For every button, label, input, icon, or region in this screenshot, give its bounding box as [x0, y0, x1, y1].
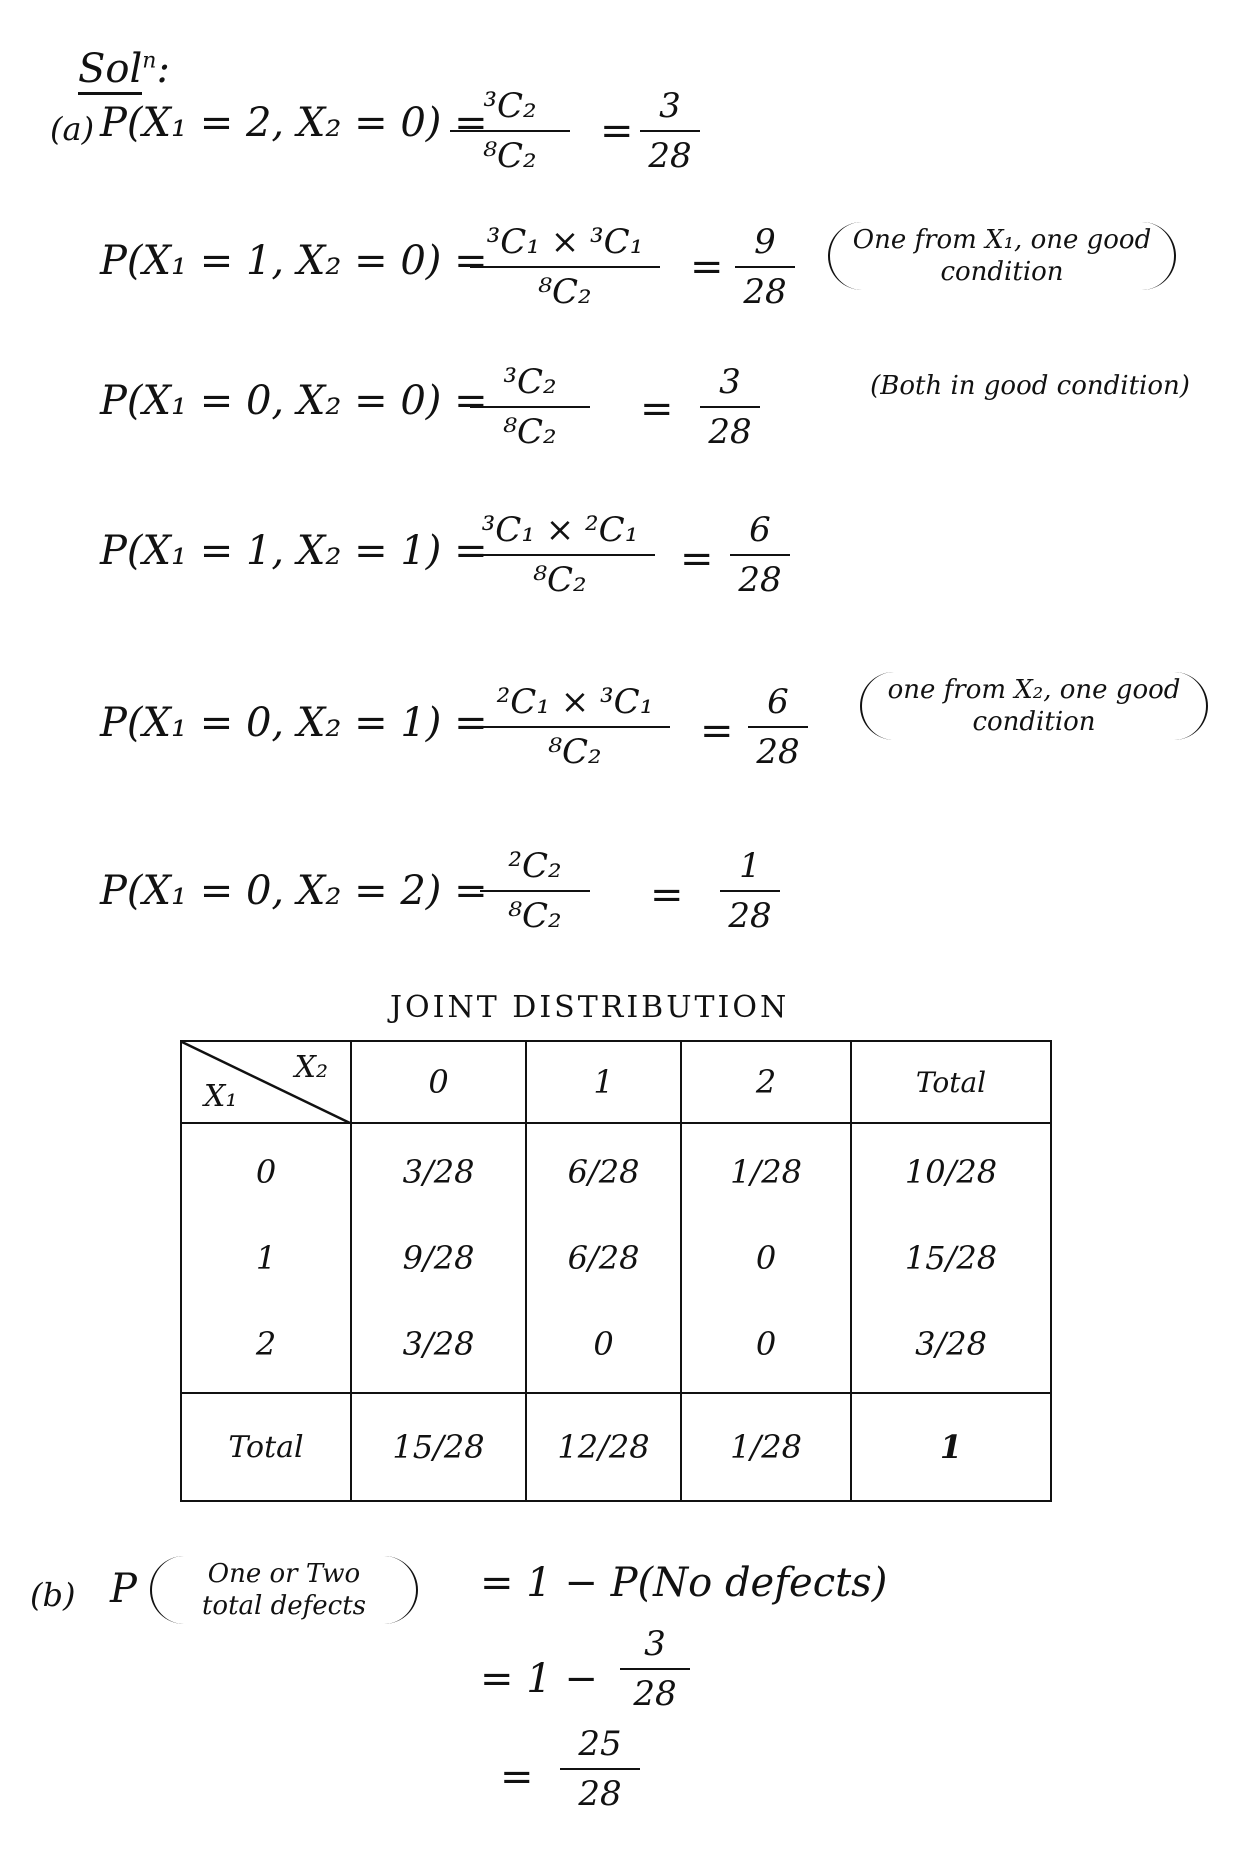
- cell-2-total: 3/28: [915, 1325, 987, 1363]
- eq2-equals: =: [690, 244, 724, 290]
- part-b-line3-den: 28: [578, 1774, 622, 1814]
- cell-0-0: 3/28: [402, 1153, 475, 1191]
- total-cell-0: 15/28: [351, 1393, 526, 1501]
- eq5-equals: =: [700, 708, 734, 754]
- col-header-0: 0: [351, 1041, 526, 1123]
- part-b-line2-num: 3: [644, 1624, 666, 1664]
- eq6-denominator: ⁸C₂: [508, 896, 562, 936]
- total-cell-2: 1/28: [681, 1393, 851, 1501]
- eq3-equals: =: [640, 386, 674, 432]
- col-variable-label: X₂: [294, 1050, 328, 1085]
- eq2-result-num: 9: [754, 222, 776, 262]
- cell-0-2: 1/28: [730, 1153, 802, 1191]
- row-variable-label: X₁: [204, 1079, 238, 1114]
- eq5-result: [748, 682, 808, 772]
- eq4-lhs: P(X₁ = 1, X₂ = 1) =: [100, 528, 488, 574]
- heading-text: Sol: [78, 46, 142, 95]
- eq6-fraction: [480, 846, 590, 936]
- eq3-fraction: [470, 362, 590, 452]
- part-a-label: (a): [50, 110, 95, 148]
- eq5-denominator: ⁸C₂: [548, 732, 602, 772]
- eq3-result: [700, 362, 760, 452]
- part-b-p: P: [110, 1566, 137, 1612]
- solution-heading: [78, 46, 170, 92]
- eq1-result: [640, 86, 700, 176]
- table-total-row: [181, 1393, 1051, 1501]
- part-b-line3-prefix: =: [500, 1754, 534, 1800]
- eq3-lhs: P(X₁ = 0, X₂ = 0) =: [100, 378, 488, 424]
- cell-0-total: 10/28: [904, 1153, 998, 1191]
- eq2-numerator: ³C₁ × ³C₁: [486, 222, 644, 262]
- row-label-0: 0: [255, 1153, 277, 1191]
- table-body-row: [181, 1123, 1051, 1393]
- eq1-equals: =: [600, 108, 634, 154]
- eq4-result: [730, 510, 790, 600]
- heading-superscript: n: [142, 48, 157, 74]
- eq4-denominator: ⁸C₂: [533, 560, 587, 600]
- eq2-result: [735, 222, 795, 312]
- eq5-note: one from X₂, one good condition: [860, 672, 1208, 740]
- eq4-equals: =: [680, 536, 714, 582]
- part-b-line1: = 1 − P(No defects): [480, 1560, 888, 1606]
- col-header-2: 2: [681, 1041, 851, 1123]
- total-row-label: Total: [181, 1393, 351, 1501]
- col-total-cells: [851, 1123, 1051, 1393]
- eq2-fraction: [470, 222, 660, 312]
- part-b-lhs-inner: One or Two total defects: [150, 1556, 418, 1624]
- eq1-result-den: 28: [648, 136, 692, 176]
- eq2-note: One from X₁, one good condition: [828, 222, 1176, 290]
- cell-0-1: 6/28: [567, 1153, 640, 1191]
- col-2-cells: [681, 1123, 851, 1393]
- col-1-cells: [526, 1123, 681, 1393]
- eq1-lhs: P(X₁ = 2, X₂ = 0) =: [100, 100, 488, 146]
- eq4-result-num: 6: [749, 510, 771, 550]
- eq6-lhs: P(X₁ = 0, X₂ = 2) =: [100, 868, 488, 914]
- col-header-total: Total: [851, 1041, 1051, 1123]
- eq4-fraction: [465, 510, 655, 600]
- table-header-row: [181, 1041, 1051, 1123]
- cell-1-2: 0: [755, 1239, 777, 1277]
- part-b-line3-num: 25: [578, 1724, 622, 1764]
- eq4-numerator: ³C₁ × ²C₁: [481, 510, 639, 550]
- table-title: JOINT DISTRIBUTION: [390, 990, 790, 1025]
- row-label-2: 2: [255, 1325, 277, 1363]
- eq2-lhs: P(X₁ = 1, X₂ = 0) =: [100, 238, 488, 284]
- eq3-result-num: 3: [719, 362, 741, 402]
- part-b-line2-den: 28: [633, 1674, 677, 1714]
- eq3-numerator: ³C₂: [503, 362, 557, 402]
- eq3-note: (Both in good condition): [870, 371, 1190, 401]
- eq6-result: [720, 846, 780, 936]
- eq3-denominator: ⁸C₂: [503, 412, 557, 452]
- eq1-denominator: ⁸C₂: [483, 136, 537, 176]
- eq2-denominator: ⁸C₂: [538, 272, 592, 312]
- eq4-result-den: 28: [738, 560, 782, 600]
- eq5-fraction: [480, 682, 670, 772]
- table-corner-cell: [181, 1041, 351, 1123]
- col-header-1: 1: [526, 1041, 681, 1123]
- heading-colon: :: [156, 46, 170, 92]
- row-label-1: 1: [255, 1239, 277, 1277]
- eq5-numerator: ²C₁ × ³C₁: [496, 682, 654, 722]
- cell-2-0: 3/28: [402, 1325, 475, 1363]
- part-b-line2-prefix: = 1 −: [480, 1656, 598, 1702]
- eq5-result-den: 28: [756, 732, 800, 772]
- eq5-result-num: 6: [767, 682, 789, 722]
- total-cell-1: 12/28: [526, 1393, 681, 1501]
- part-b-label: (b): [30, 1576, 76, 1614]
- cell-1-total: 15/28: [904, 1239, 998, 1277]
- eq3-note-text: Both in good condition: [880, 371, 1180, 401]
- eq1-numerator: ³C₂: [483, 86, 537, 126]
- cell-1-1: 6/28: [567, 1239, 640, 1277]
- part-b-line2-fraction: [620, 1624, 690, 1714]
- part-b-lhs: [110, 1566, 137, 1612]
- cell-2-2: 0: [755, 1325, 777, 1363]
- joint-distribution-table: [180, 1040, 1050, 1500]
- eq6-numerator: ²C₂: [508, 846, 562, 886]
- eq1-result-num: 3: [659, 86, 681, 126]
- total-cell-grand: 1: [851, 1393, 1051, 1501]
- eq5-lhs: P(X₁ = 0, X₂ = 1) =: [100, 700, 488, 746]
- cell-1-0: 9/28: [402, 1239, 475, 1277]
- row-labels-cell: [181, 1123, 351, 1393]
- part-b-line3-fraction: [560, 1724, 640, 1814]
- cell-2-1: 0: [593, 1325, 614, 1363]
- eq6-result-den: 28: [728, 896, 772, 936]
- eq2-result-den: 28: [743, 272, 787, 312]
- col-0-cells: [351, 1123, 526, 1393]
- eq1-fraction: [450, 86, 570, 176]
- eq3-result-den: 28: [708, 412, 752, 452]
- eq6-result-num: 1: [739, 846, 761, 886]
- eq6-equals: =: [650, 872, 684, 918]
